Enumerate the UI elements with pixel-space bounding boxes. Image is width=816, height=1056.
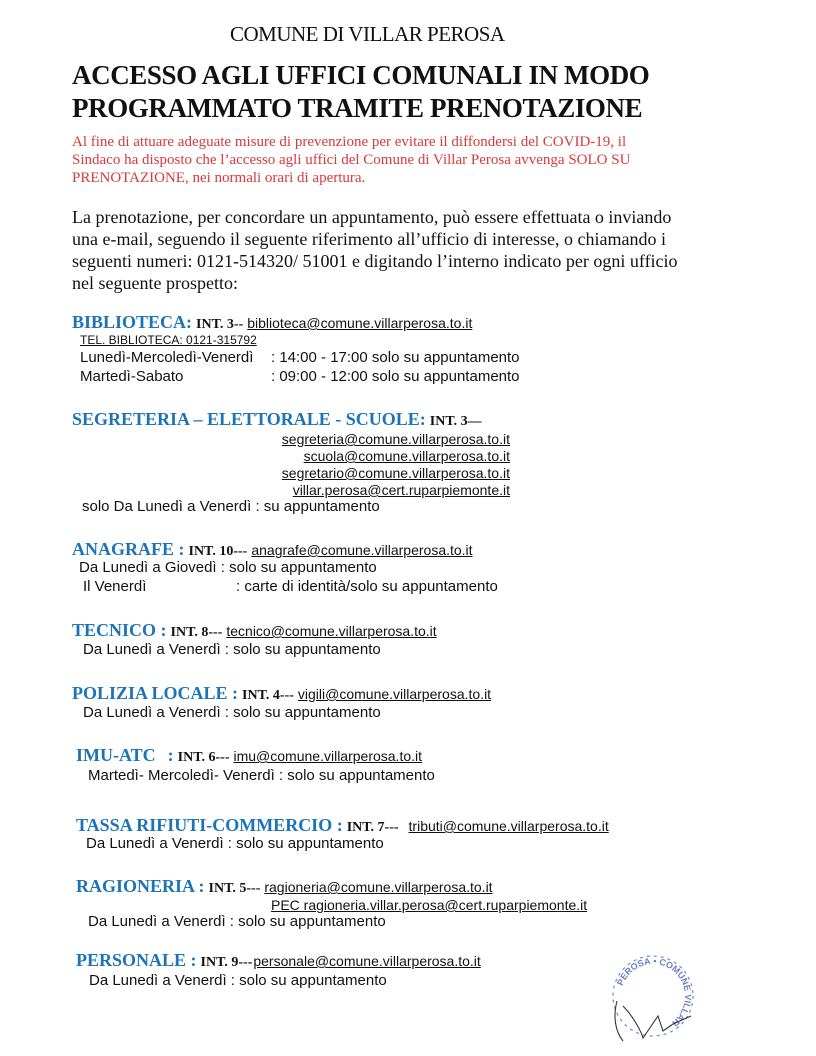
- covid-notice-line-3: PRENOTAZIONE, nei normali orari di apertura.: [72, 170, 366, 186]
- section-biblioteca: [72, 312, 472, 333]
- phone-extension: INT. 8---: [170, 625, 223, 640]
- section-personale: [76, 950, 481, 971]
- section-polizia-locale: [72, 683, 491, 704]
- section-segreteria: [72, 409, 482, 430]
- section-title: IMU-ATC: [76, 745, 156, 765]
- section-anagrafe: [72, 539, 473, 560]
- section-title: SEGRETERIA – ELETTORALE - SCUOLE:: [72, 409, 426, 429]
- municipality-name: COMUNE DI VILLAR PEROSA: [230, 22, 505, 46]
- covid-notice-line-1: Al fine di attuare adeguate misure di prevenzione per evitare il diffondersi del COVID-19, il: [72, 134, 627, 150]
- section-title-colon: :: [167, 745, 174, 765]
- anagrafe-hours-1: Da Lunedì a Giovedì : solo su appuntamento: [79, 559, 377, 576]
- ragioneria-hours: Da Lunedì a Venerdì : solo su appuntamento: [88, 913, 386, 930]
- email-link[interactable]: personale@comune.villarperosa.to.it: [253, 953, 481, 969]
- official-seal-icon: [603, 946, 703, 1046]
- section-title: ANAGRAFE :: [72, 539, 185, 559]
- page-title-line-2: PROGRAMMATO TRAMITE PRENOTAZIONE: [72, 93, 643, 123]
- imu-hours: Martedì- Mercoledì- Venerdì : solo su appuntamento: [88, 767, 435, 784]
- section-title: BIBLIOTECA:: [72, 312, 193, 332]
- tecnico-hours: Da Lunedì a Venerdì : solo su appuntamento: [83, 641, 381, 658]
- email-link[interactable]: vigili@comune.villarperosa.to.it: [297, 686, 492, 702]
- intro-line-4: nel seguente prospetto:: [72, 273, 238, 293]
- phone-extension: INT. 10---: [188, 544, 248, 559]
- biblioteca-days-2: Martedì-Sabato: [80, 368, 184, 385]
- phone-extension: INT. 6---: [177, 750, 230, 765]
- email-link[interactable]: tributi@comune.villarperosa.to.it: [408, 818, 609, 834]
- email-link[interactable]: ragioneria@comune.villarperosa.to.it: [264, 879, 493, 895]
- email-link-scuola[interactable]: scuola@comune.villarperosa.to.it: [303, 448, 510, 464]
- section-tassa-rifiuti: [76, 815, 609, 836]
- phone-extension: INT. 3—: [429, 414, 482, 429]
- section-ragioneria: [76, 876, 493, 897]
- section-tecnico: [72, 620, 437, 641]
- email-link-segretario[interactable]: segretario@comune.villarperosa.to.it: [281, 465, 510, 481]
- svg-text:PEROSA • COMUNE VILLAR: PEROSA • COMUNE VILLAR: [615, 955, 694, 1029]
- email-link[interactable]: biblioteca@comune.villarperosa.to.it: [247, 315, 473, 331]
- tassa-hours: Da Lunedì a Venerdì : solo su appuntamento: [86, 835, 384, 852]
- phone-extension: INT. 9---: [200, 955, 253, 970]
- ragioneria-pec-link[interactable]: PEC ragioneria.villar.perosa@cert.ruparpiemonte.it: [271, 897, 588, 913]
- page-title-line-1: ACCESSO AGLI UFFICI COMUNALI IN MODO: [72, 60, 650, 90]
- section-imu-atc: [76, 745, 422, 766]
- personale-hours: Da Lunedì a Venerdì : solo su appuntamento: [89, 972, 387, 989]
- email-link[interactable]: anagrafe@comune.villarperosa.to.it: [251, 542, 473, 558]
- email-link[interactable]: imu@comune.villarperosa.to.it: [233, 748, 423, 764]
- segreteria-hours: solo Da Lunedì a Venerdì : su appuntamento: [82, 498, 380, 515]
- anagrafe-days-2: Il Venerdì: [83, 578, 147, 595]
- biblioteca-days-1: Lunedì-Mercoledì-Venerdì: [80, 349, 254, 366]
- covid-notice-line-2: Sindaco ha disposto che l’accesso agli uffici del Comune di Villar Perosa avvenga SOLO SU: [72, 152, 631, 168]
- biblioteca-hours-1: : 14:00 - 17:00 solo su appuntamento: [271, 349, 520, 366]
- phone-extension: INT. 3--: [196, 317, 244, 332]
- intro-line-3: seguenti numeri: 0121-514320/ 51001 e digitando l’interno indicato per ogni ufficio: [72, 251, 678, 271]
- intro-line-2: una e-mail, seguendo il seguente riferimento all’ufficio di interesse, o chiamando i: [72, 229, 666, 249]
- section-title: TASSA RIFIUTI-COMMERCIO :: [76, 815, 343, 835]
- phone-extension: INT. 4---: [242, 688, 294, 703]
- intro-line-1: La prenotazione, per concordare un appuntamento, può essere effettuata o inviando: [72, 207, 672, 227]
- section-title: POLIZIA LOCALE :: [72, 683, 239, 703]
- anagrafe-hours-2: : carte di identità/solo su appuntamento: [236, 578, 498, 595]
- email-link[interactable]: tecnico@comune.villarperosa.to.it: [226, 623, 437, 639]
- biblioteca-phone[interactable]: TEL. BIBLIOTECA: 0121-315792: [80, 333, 257, 347]
- section-title: PERSONALE :: [76, 950, 197, 970]
- polizia-hours: Da Lunedì a Venerdì : solo su appuntamento: [83, 704, 381, 721]
- phone-extension: INT. 7---: [346, 820, 399, 835]
- section-title: RAGIONERIA :: [76, 876, 205, 896]
- section-title: TECNICO :: [72, 620, 167, 640]
- email-link-segreteria[interactable]: segreteria@comune.villarperosa.to.it: [281, 431, 510, 447]
- email-link-pec[interactable]: villar.perosa@cert.ruparpiemonte.it: [292, 482, 510, 498]
- phone-extension: INT. 5---: [208, 881, 261, 896]
- biblioteca-hours-2: : 09:00 - 12:00 solo su appuntamento: [271, 368, 520, 385]
